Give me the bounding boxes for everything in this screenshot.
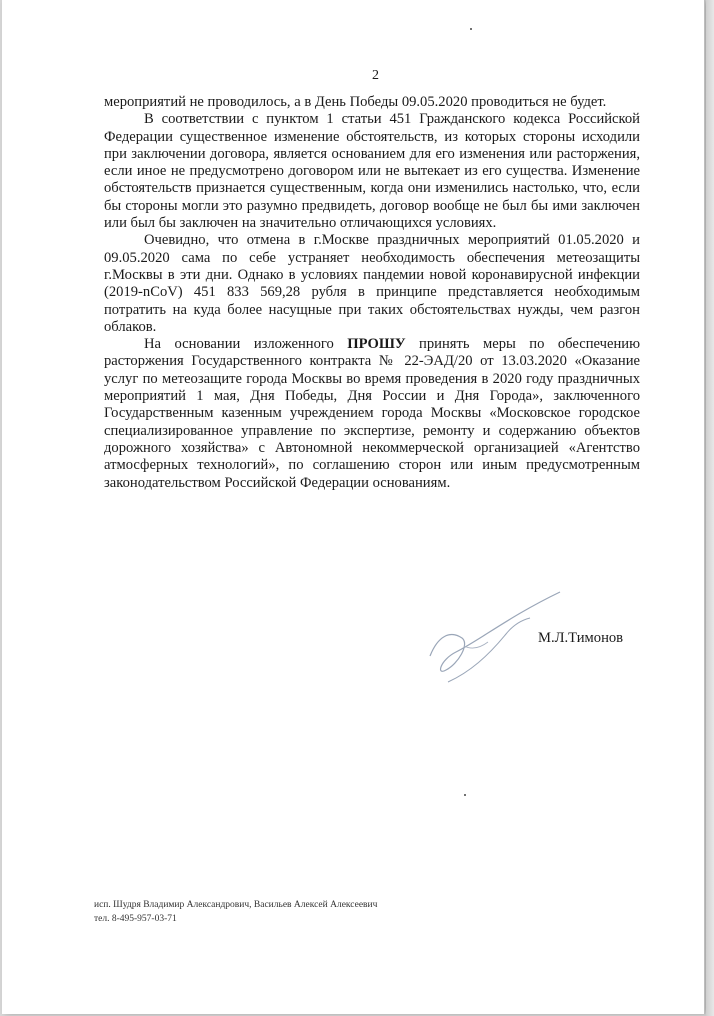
page-edge-shadow [706, 0, 714, 1016]
executors-line: исп. Шудря Владимир Александрович, Васильев Алексей Алексеевич [94, 900, 378, 910]
request-paragraph [104, 336, 640, 492]
letter-body [104, 94, 640, 492]
footer-executors [94, 898, 377, 926]
paragraph: Очевидно, что отмена в г.Москве праздничных мероприятий 01.05.2020 и 09.05.2020 сама по себе устраняет необходимость обеспечения метеозащиты г.Москвы в эти дни. Однако в условиях пандемии новой коронавирусной инфекции (2019-nCoV) 451 833 569,28 рубля в принципе представляется необходимым потратить на куда более насущные при таких обстоятельствах нужды, чем разгон облаков. [104, 232, 640, 335]
document-page [2, 0, 705, 1014]
page-number: 2 [372, 68, 379, 83]
request-emphasis: ПРОШУ [347, 336, 406, 353]
request-text: принять меры по обеспечению расторжения Государственного контракта № 22-ЭАД/20 от 13.03.2020 «Оказание услуг по метеозащите города Москвы во время проведения в 2020 году праздничных мероприятий 1 мая, Дня Победы, Дня России и Дня Города», заключенного Государственным казенным учреждением города Москвы «Московское городское специализированное управление по экспертизе, ремонту и содержанию объектов дорожного хозяйства» с Автономной некоммерческой организацией «Агентство атмосферных технологий», по соглашению сторон или иным предусмотренным законодательством Российской Федерации основаниям. [104, 336, 640, 491]
signer-name: М.Л.Тимонов [538, 630, 624, 646]
phone-line: тел. 8-495-957-03-71 [94, 914, 177, 924]
scan-speck [470, 28, 472, 30]
paragraph: В соответствии с пунктом 1 статьи 451 Гражданского кодекса Российской Федерации существенное изменение обстоятельств, из которых стороны исходили при заключении договора, является основанием для его изменения или расторжения, если иное не предусмотрено договором или не вытекает из его существа. Изменение обстоятельств признается существенным, когда они изменились настолько, что, если бы стороны могли это разумно предвидеть, договор вообще не был бы ими заключен или был бы заключен на значительно отличающихся условиях. [104, 111, 640, 232]
request-intro: На основании изложенного [144, 336, 348, 353]
scan-speck [464, 794, 466, 796]
paragraph: мероприятий не проводилось, а в День Победы 09.05.2020 проводиться не будет. [104, 94, 607, 110]
